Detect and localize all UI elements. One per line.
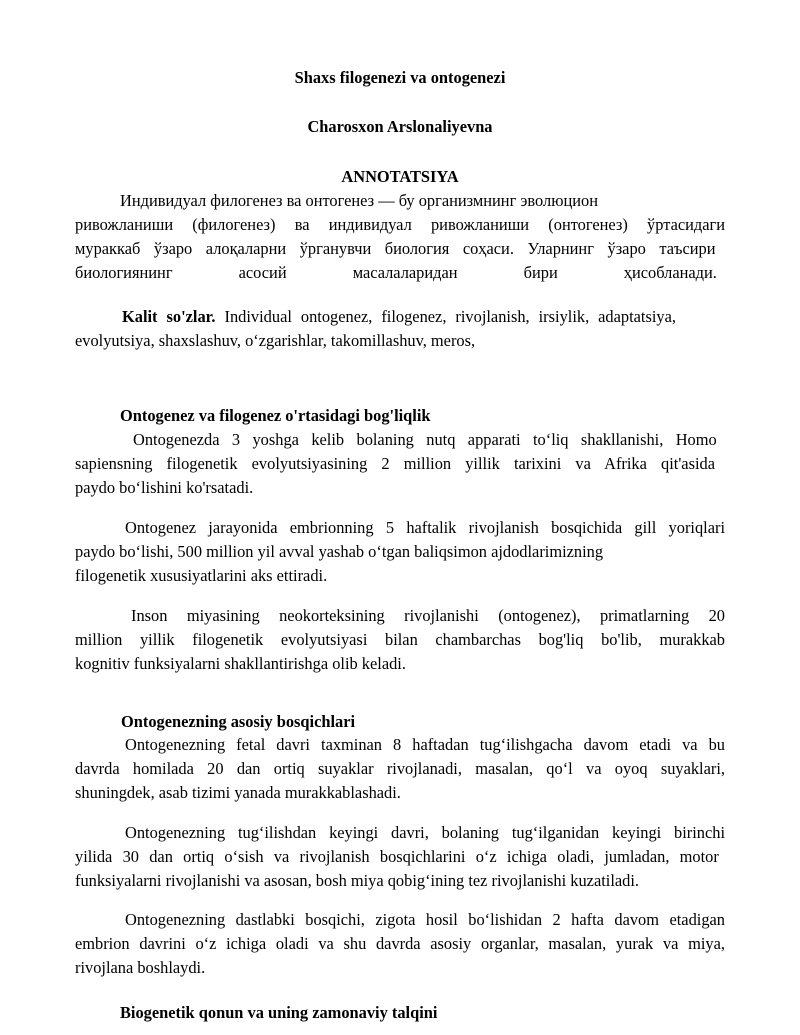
- annotation-last-text: биологиянинг асосий масалаларидан бири ҳисобланади.: [75, 263, 717, 282]
- annotation-line-last: [75, 261, 725, 285]
- paragraph-line: Ontogenez jarayonida embrionning 5 haftalik rivojlanish bosqichida gill yoriqlari: [125, 518, 725, 537]
- section-heading: Ontogenez va filogenez o'rtasidagi bog'liqlik: [120, 406, 431, 425]
- keywords-line: evolyutsiya, shaxslashuv, o‘zgarishlar, takomillashuv, meros,: [75, 331, 476, 350]
- keywords-label: Kalit so'zlar.: [122, 307, 216, 326]
- paragraph-line: filogenetik xususiyatlarini aks ettiradi.: [75, 566, 328, 585]
- annotation-line: ривожланиши (филогенез) ва индивидуал ривожланиши (онтогенез) ўртасидаги: [75, 215, 725, 234]
- paragraph-line: davrda homilada 20 dan ortiq suyaklar rivojlanadi, masalan, qo‘l va oyoq suyaklari,: [75, 759, 725, 778]
- keywords-text: Individual ontogenez, filogenez, rivojlanish, irsiylik, adaptatsiya,: [224, 307, 676, 326]
- annotation-line: мураккаб ўзаро алоқаларни ўрганувчи биология соҳаси. Уларнинг ўзаро таъсири: [75, 239, 716, 258]
- paragraph-line: Ontogenezda 3 yoshga kelib bolaning nutq apparati to‘liq shakllanishi, Homo: [133, 430, 717, 449]
- paragraph-line: funksiyalarni rivojlanishi va asosan, bosh miya qobig‘ining tez rivojlanishi kuzatiladi.: [75, 871, 640, 890]
- keywords-line: [75, 305, 725, 329]
- paragraph-line: Ontogenezning dastlabki bosqichi, zigota hosil bo‘lishidan 2 hafta davom etadigan: [125, 910, 725, 929]
- paragraph-line: Ontogenezning fetal davri taxminan 8 haftadan tug‘ilishgacha davom etadi va bu: [125, 735, 725, 754]
- paragraph-line: kognitiv funksiyalarni shakllantirishga olib keladi.: [75, 654, 406, 673]
- annotation-line: Индивидуал филогенез ва онтогенез — бу организмнинг эволюцион: [120, 191, 598, 210]
- paper-title: Shaxs filogenezi va ontogenezi: [294, 68, 506, 87]
- paragraph-line: embrion davrini o‘z ichiga oladi va shu davrda asosiy organlar, masalan, yurak va miya,: [75, 934, 725, 953]
- paragraph-line: rivojlana boshlaydi.: [75, 958, 206, 977]
- annotation-heading: ANNOTATSIYA: [341, 167, 459, 186]
- paragraph-line: yilida 30 dan ortiq o‘sish va rivojlanish bosqichlarini o‘z ichiga oladi, jumladan, motor: [75, 847, 719, 866]
- paragraph-line: Ontogenezning tug‘ilishdan keyingi davri, bolaning tug‘ilganidan keyingi birinchi: [125, 823, 725, 842]
- paragraph-line: paydo bo‘lishi, 500 million yil avval yashab o‘tgan baliqsimon ajdodlarimizning: [75, 542, 604, 561]
- paragraph-line: shuningdek, asab tizimi yanada murakkablashadi.: [75, 783, 401, 802]
- paragraph-line: Inson miyasining neokorteksining rivojlanishi (ontogenez), primatlarning 20: [131, 606, 725, 625]
- section-heading: Biogenetik qonun va uning zamonaviy talqini: [120, 1003, 438, 1022]
- author-name: Charosxon Arslonaliyevna: [307, 117, 493, 136]
- paragraph-line: sapiensning filogenetik evolyutsiyasining 2 million yillik tarixini va Afrika qit'asida: [75, 454, 715, 473]
- paragraph-line: paydo bo‘lishini ko'rsatadi.: [75, 478, 254, 497]
- paragraph-line: million yillik filogenetik evolyutsiyasi bilan chambarchas bog'liq bo'lib, murakkab: [75, 630, 725, 649]
- section-heading: Ontogenezning asosiy bosqichlari: [121, 712, 356, 731]
